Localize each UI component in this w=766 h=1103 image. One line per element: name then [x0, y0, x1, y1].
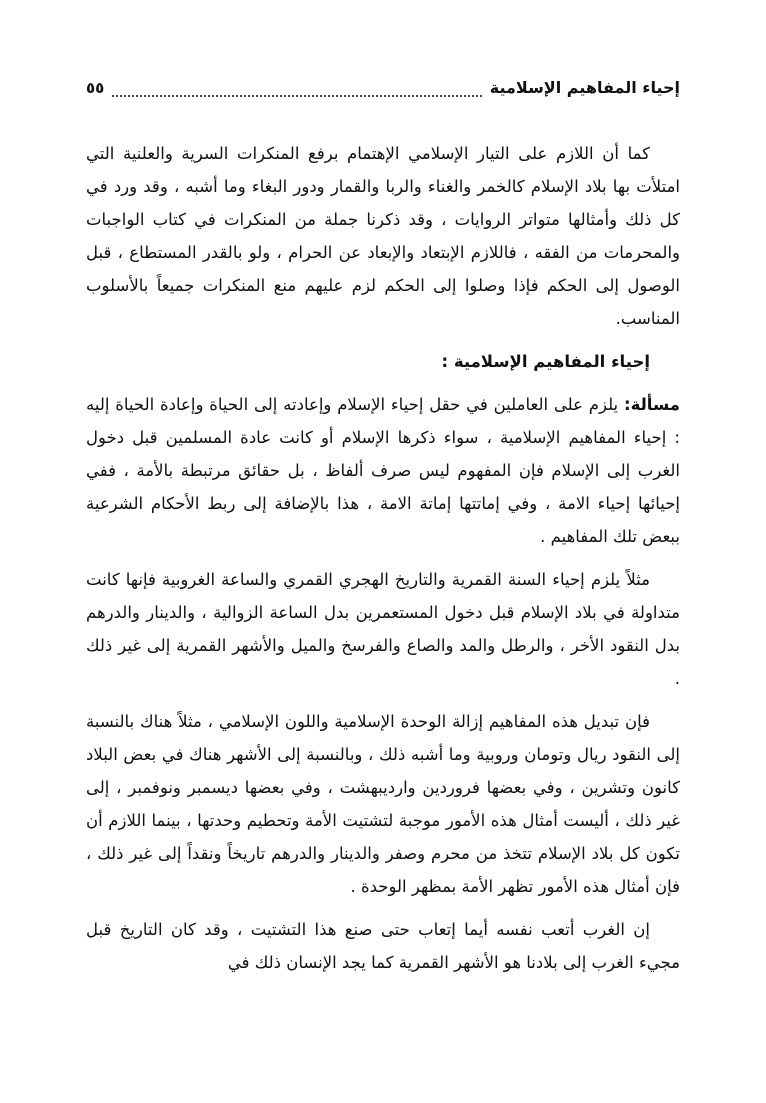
page-number: ٥٥: [86, 79, 105, 97]
paragraph-masala: [86, 388, 680, 553]
paragraph-masala-text: يلزم على العاملين في حقل إحياء الإسلام وإعادته إلى الحياة وإعادة الحياة إليه : إحياء المفاهيم الإسلامية ، سواء ذكرها الإسلام أو كانت عادة المسلمين قبل دخول الغرب إلى الإسلام فإن المفهوم ليس صرف ألفاظ ، بل حقائق مرتبطة بالأمة ، ففي إحيائها إحياء الامة ، وفي إماتتها إماتة الامة ، هذا بالإضافة إلى ربط الأحكام الشرعية ببعض تلك المفاهيم .: [86, 395, 680, 546]
masala-label: مسألة:: [623, 395, 680, 414]
paragraph-west: إن الغرب أتعب نفسه أيما إتعاب حتى صنع هذا التشتيت ، وقد كان التاريخ قبل مجيء الغرب إلى بلادنا هو الأشهر القمرية كما يجد الإنسان ذلك في: [86, 920, 680, 972]
running-head-title: إحياء المفاهيم الإسلامية: [489, 78, 680, 97]
section-heading: إحياء المفاهيم الإسلامية :: [441, 352, 650, 371]
paragraph-intro: كما أن اللازم على التيار الإسلامي الإهتمام برفع المنكرات السرية والعلنية التي امتلأت بها بلاد الإسلام كالخمر والغناء والربا والقمار ودور البغاء وما أشبه ، وقد ورد في كل ذلك وأمثالها متواتر الروايات ، وقد ذكرنا جملة من المنكرات في كتاب الواجبات والمحرمات من الفقه ، فاللازم الإبتعاد والإبعاد عن الحرام ، ولو بالقدر المستطاع ، قبل الوصول إلى الحكم فإذا وصلوا إلى الحكم لزم عليهم منع المنكرات جميعاً بالأسلوب المناسب.: [86, 144, 680, 328]
running-header: [86, 78, 680, 97]
body-text: [86, 137, 680, 979]
paragraph-unity: فإن تبديل هذه المفاهيم إزالة الوحدة الإسلامية واللون الإسلامي ، مثلاً هناك بالنسبة إلى النقود ريال وتومان وروبية وما أشبه ذلك ، وبالنسبة إلى الأشهر هناك في بعض البلاد كانون وتشرين ، وفي بعضها فروردين وارديبهشت ، وفي بعضها ديسمبر ونوفمبر ، إلى غير ذلك ، أليست أمثال هذه الأمور موجبة لتشتيت الأمة وتحطيم وحدتها ، بينما اللازم أن تكون كل بلاد الإسلام تتخذ من محرم وصفر والدينار والدرهم تاريخاً ونقداً إلى غير ذلك ، فإن أمثال هذه الأمور تظهر الأمة بمظهر الوحدة .: [86, 712, 680, 896]
dot-leader: [112, 83, 481, 97]
paragraph-example: مثلاً يلزم إحياء السنة القمرية والتاريخ الهجري القمري والساعة الغروبية فإنها كانت متداولة في بلاد الإسلام قبل دخول المستعمرين بدل الساعة الزوالية ، والدينار والدرهم بدل النقود الأخر ، والرطل والمد والصاع والفرسخ والميل والأشهر القمرية إلى غير ذلك .: [86, 570, 680, 688]
